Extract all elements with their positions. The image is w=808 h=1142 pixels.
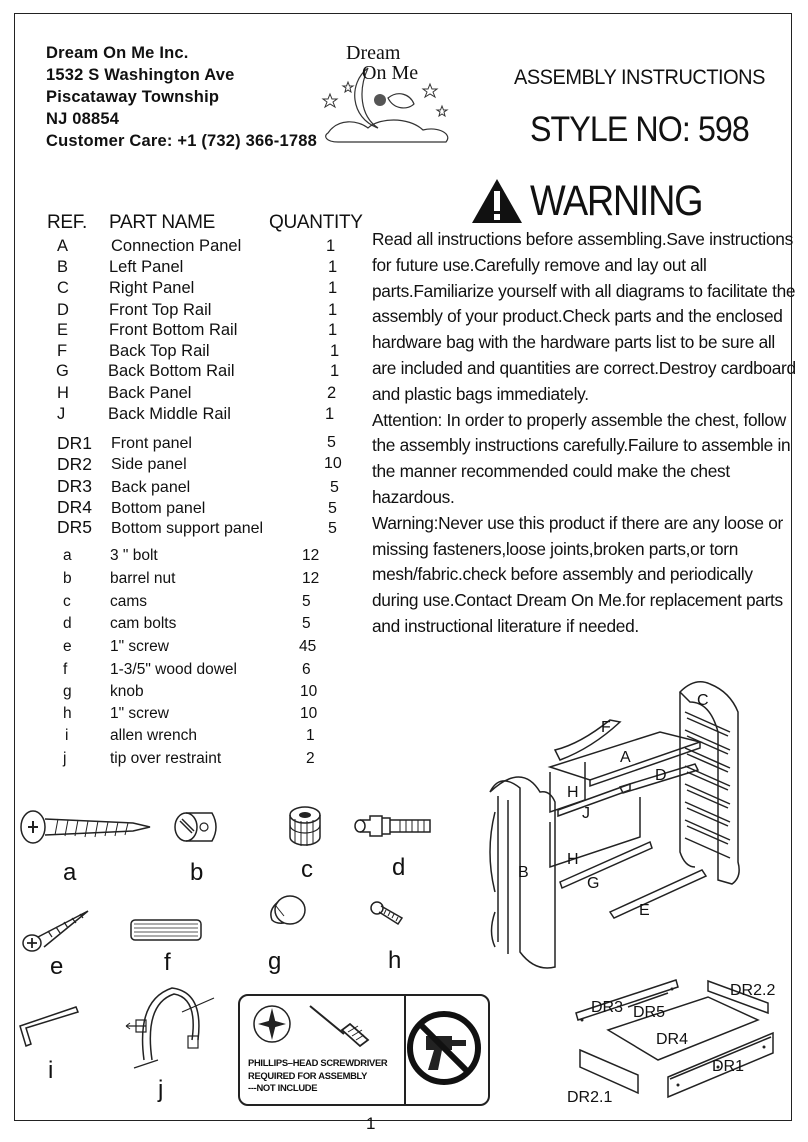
part-ref: DR2	[57, 454, 93, 474]
warning-paragraph: Attention: In order to properly assemble the chest, follow the assembly instructions carefully.Failure to assemble in the manner recommended could make the chest hazardous.	[372, 409, 791, 507]
chest-assembly-diagram	[480, 672, 780, 982]
hardware-qty: 2	[306, 750, 315, 767]
part-name: Bottom support panel	[111, 520, 264, 537]
page-number: 1	[366, 1114, 376, 1133]
part-name: Front Top Rail	[109, 301, 212, 319]
no-power-drill-icon	[404, 1008, 484, 1088]
barrel-nut-icon	[172, 807, 222, 847]
part-name: Front Bottom Rail	[109, 321, 238, 339]
logo-text-dream: Dream	[346, 42, 401, 64]
part-qty: 1	[328, 301, 338, 319]
part-name: Back Top Rail	[109, 342, 210, 360]
warning-triangle-icon	[470, 177, 524, 225]
small-screw-icon	[368, 898, 406, 930]
diagram-label-H-upper: H	[567, 784, 579, 801]
part-ref: H	[57, 384, 69, 402]
warning-body	[372, 227, 798, 640]
diagram-label-B: B	[518, 864, 529, 881]
part-ref: J	[57, 405, 66, 423]
hardware-label-a: a	[63, 859, 77, 886]
part-name: Back Middle Rail	[108, 405, 231, 423]
hardware-ref: i	[65, 727, 69, 744]
hardware-qty: 12	[302, 570, 320, 587]
hardware-ref: c	[63, 593, 71, 610]
hardware-label-h: h	[388, 947, 402, 974]
warning-paragraph: Warning:Never use this product if there are any loose or missing fasteners,loose joints,broken parts,or torn mesh/fabric.check before assembly and periodically during use.Contact Dream On Me.for replacement parts and instructional literature if needed.	[372, 512, 783, 636]
hardware-label-c: c	[301, 856, 313, 883]
hardware-ref: b	[63, 570, 72, 587]
diagram-label-E: E	[639, 902, 650, 919]
hardware-qty: 45	[299, 638, 317, 655]
part-qty: 5	[328, 500, 337, 517]
part-qty: 2	[327, 384, 337, 402]
notice-line-3: ---NOT INCLUDE	[248, 1082, 318, 1093]
hardware-ref: f	[63, 661, 68, 678]
diagram-label-DR5: DR5	[633, 1004, 666, 1021]
screw-icon	[18, 905, 94, 955]
part-qty: 1	[325, 405, 335, 423]
header-ref: REF.	[47, 212, 87, 233]
diagram-label-G: G	[587, 875, 600, 892]
warning-header	[470, 176, 726, 226]
hardware-name: 1-3/5" wood dowel	[110, 661, 237, 678]
diagram-label-DR2-2: DR2.2	[730, 982, 776, 999]
hardware-name: 1" screw	[110, 638, 169, 655]
notice-line-2: REQUIRED FOR ASSEMBLY	[248, 1069, 368, 1081]
hardware-label-i: i	[48, 1057, 54, 1084]
part-name: Back Panel	[108, 384, 192, 402]
allen-wrench-icon	[18, 1004, 82, 1048]
hardware-label-j: j	[158, 1076, 164, 1103]
diagram-label-F: F	[601, 719, 611, 736]
part-ref: DR4	[57, 497, 93, 517]
company-address	[46, 42, 317, 152]
hardware-name: barrel nut	[110, 570, 176, 587]
part-ref: B	[57, 258, 69, 276]
hardware-ref: h	[63, 705, 72, 722]
part-qty: 1	[326, 237, 336, 255]
diagram-label-C: C	[697, 692, 709, 709]
hardware-qty: 1	[306, 727, 315, 744]
hardware-ref: e	[63, 638, 72, 655]
part-name: Back Bottom Rail	[108, 362, 235, 380]
part-name: Connection Panel	[111, 237, 242, 255]
hardware-label-f: f	[164, 949, 171, 976]
part-ref: D	[57, 301, 69, 319]
company-name: Dream On Me Inc.	[46, 44, 189, 62]
part-qty: 1	[328, 258, 338, 276]
diagram-label-D: D	[655, 767, 667, 784]
screwdriver-icon	[248, 1000, 378, 1056]
diagram-label-H-lower: H	[567, 851, 579, 868]
hardware-name: tip over restraint	[110, 750, 222, 767]
part-ref: F	[57, 342, 68, 360]
hardware-qty: 10	[300, 683, 318, 700]
logo-text-on-me: On Me	[362, 62, 419, 84]
header-part-name: PART NAME	[109, 212, 216, 233]
part-qty: 1	[330, 342, 340, 360]
hardware-qty: 12	[302, 547, 320, 564]
part-qty: 1	[330, 362, 340, 380]
part-ref: DR3	[57, 476, 93, 496]
hardware-name: 3 " bolt	[110, 547, 158, 564]
part-qty: 5	[328, 520, 337, 537]
hardware-ref: g	[63, 683, 72, 700]
part-qty: 1	[328, 279, 338, 297]
style-number-title: STYLE NO: 598	[530, 110, 749, 149]
part-qty: 5	[327, 434, 336, 451]
part-ref: G	[56, 362, 69, 380]
part-name: Left Panel	[109, 258, 184, 276]
hardware-label-e: e	[50, 953, 64, 980]
part-ref: C	[57, 279, 69, 297]
notice-line-1: PHILLIPS–HEAD SCREWDRIVER	[248, 1057, 388, 1068]
hardware-name: cams	[110, 593, 148, 610]
header-quantity: QUANTITY	[269, 212, 363, 233]
cam-bolt-icon	[352, 812, 436, 840]
part-qty: 5	[330, 479, 339, 496]
diagram-label-DR1: DR1	[712, 1058, 745, 1075]
part-qty: 10	[324, 455, 342, 472]
part-name: Side panel	[111, 456, 187, 473]
diagram-label-DR2-1: DR2.1	[567, 1089, 613, 1106]
diagram-label-DR4: DR4	[656, 1031, 689, 1048]
address-line-1: 1532 S Washington Ave	[46, 66, 235, 84]
part-name: Right Panel	[109, 279, 195, 297]
part-qty: 1	[328, 321, 338, 339]
hardware-ref: a	[63, 547, 72, 564]
hardware-qty: 6	[302, 661, 311, 678]
hardware-qty: 5	[302, 615, 311, 632]
tip-over-restraint-icon	[122, 980, 218, 1072]
part-ref: DR1	[57, 433, 93, 453]
hardware-ref: d	[63, 615, 72, 632]
warning-title: WARNING	[530, 176, 703, 225]
address-line-3: NJ 08854	[46, 110, 120, 128]
hardware-name: allen wrench	[110, 727, 198, 744]
customer-care-phone: Customer Care: +1 (732) 366-1788	[46, 132, 317, 150]
knob-icon	[262, 892, 310, 932]
hardware-name: cam bolts	[110, 615, 177, 632]
assembly-instructions-title: ASSEMBLY INSTRUCTIONS	[514, 66, 765, 89]
part-ref: E	[57, 321, 69, 339]
part-name: Back panel	[111, 479, 191, 496]
hardware-qty: 10	[300, 705, 318, 722]
diagram-label-DR3: DR3	[591, 999, 624, 1016]
warning-paragraph: Read all instructions before assembling.Save instructions for future use.Carefully remove and lay out all parts.Familiarize yourself with all diagrams to facilitate the assembly of your product.Check parts and the enclosed hardware bag with the hardware parts list to be sure all are included and quantities are correct.Destroy cardboard and plastic bags immediately.	[372, 229, 796, 404]
hardware-label-d: d	[392, 854, 406, 881]
hardware-name: 1" screw	[110, 705, 169, 722]
part-name: Front panel	[111, 435, 192, 452]
hardware-qty: 5	[302, 593, 311, 610]
part-name: Bottom panel	[111, 500, 206, 517]
cam-icon	[283, 803, 327, 851]
part-ref: DR5	[57, 517, 93, 537]
diagram-label-A: A	[620, 749, 631, 766]
bolt-icon	[18, 805, 153, 850]
hardware-ref: j	[63, 750, 67, 767]
wood-dowel-icon	[128, 915, 204, 945]
notice-text	[248, 1057, 387, 1095]
diagram-label-J: J	[582, 805, 590, 822]
hardware-label-b: b	[190, 859, 204, 886]
hardware-name: knob	[110, 683, 144, 700]
part-ref: A	[57, 237, 69, 255]
address-line-2: Piscataway Township	[46, 88, 220, 106]
hardware-label-g: g	[268, 948, 282, 975]
